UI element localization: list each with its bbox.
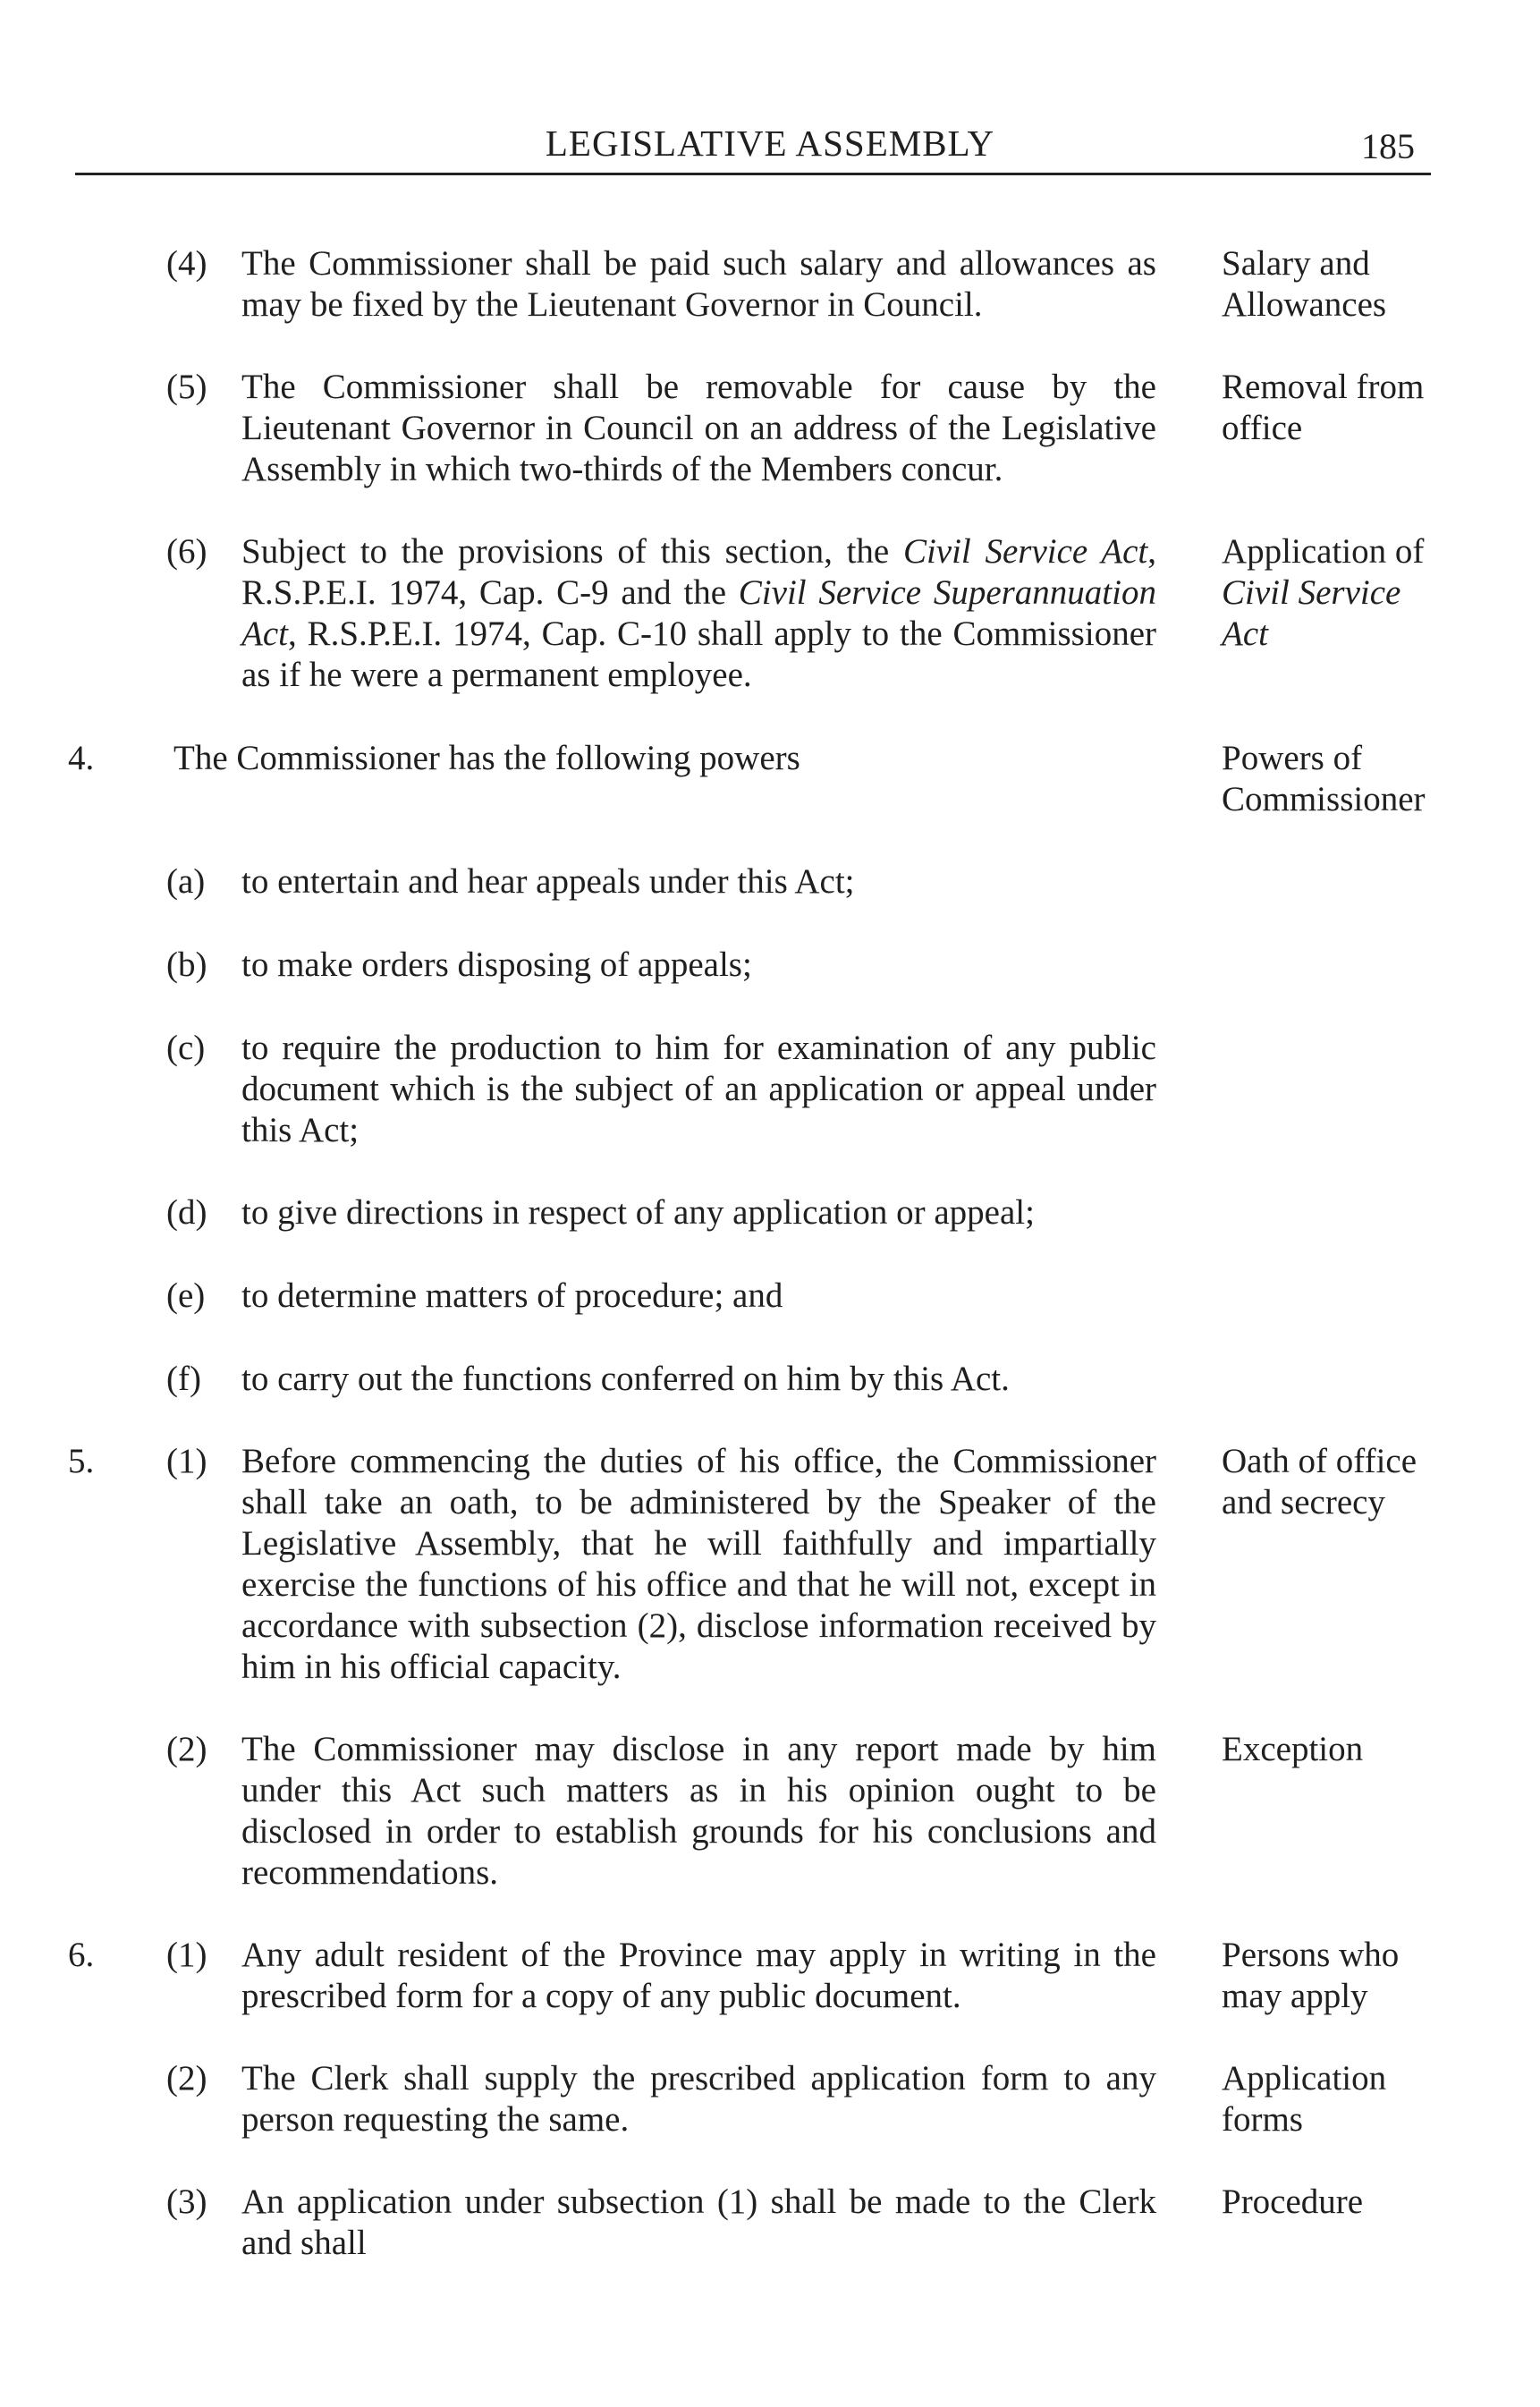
header-title: LEGISLATIVE ASSEMBLY [545,123,995,164]
subsection-label: (2) [166,1730,207,1768]
item-label: (d) [166,1193,207,1232]
marginal-note: Procedure [1222,2182,1364,2221]
subsection-label: (2) [166,2059,207,2098]
list-item: to make orders disposing of appeals; [241,945,752,984]
marginal-note-text: Application of [1222,532,1425,571]
subsection-text: An application under subsection (1) shall be made to the Clerk and shall [241,2182,1156,2262]
list-item: to entertain and hear appeals under this Act; [241,862,855,901]
list-item: to carry out the functions conferred on him by this Act. [241,1360,1010,1398]
page-number: 185 [1361,126,1415,166]
item-label: (a) [166,862,206,901]
marginal-note: Application forms [1222,2059,1387,2139]
subsection-label: (4) [166,244,207,283]
marginal-note: Removal from office [1222,368,1425,447]
subsection-text: Before commencing the duties of his office, the Commissioner shall take an oath, to be administered by the Speaker of the Legislative Assembly, that he will faithfully and impartially exercise the functions of his office and that he will not, except in accordance with subsection (2), disclose information received by him in his official capacity. [241,1442,1156,1686]
act-title-civil-service-superannuation: Civil Service Superannuation Act [241,573,1156,653]
section-number: 4. [68,739,95,777]
section-number: 5. [68,1442,95,1480]
item-label: (b) [166,945,207,984]
subsection-text: The Commissioner may disclose in any report made by him under this Act such matters as in his opinion ought to be disclosed in order to establish grounds for his conclusions and recommendations. [241,1730,1156,1892]
list-item: to require the production to him for examination of any public document which is the subject of an application or appeal under this Act; [241,1029,1156,1149]
header-rule [75,173,1431,175]
section-number: 6. [68,1936,95,1974]
subsection-label: (1) [166,1936,207,1974]
subsection-label: (3) [166,2182,207,2221]
marginal-note: Oath of office and secrecy [1222,1442,1417,1521]
list-item: to give directions in respect of any application or appeal; [241,1193,1035,1232]
marginal-note: Exception [1222,1730,1364,1768]
list-item: to determine matters of procedure; and [241,1276,783,1315]
subsection-label: (6) [166,532,207,571]
item-label: (f) [166,1360,201,1398]
subsection-text [241,531,1156,696]
subsection-label: (5) [166,368,207,406]
subsection-text: Any adult resident of the Province may apply in writing in the prescribed form for a copy of any public document. [241,1936,1156,2015]
marginal-note: Persons who may apply [1222,1936,1400,2015]
marginal-note-act-title: Civil Service Act [1222,573,1401,653]
text-run: , R.S.P.E.I. 1974, Cap. C-9 and the [241,532,1156,612]
marginal-note [1222,531,1508,655]
subsection-text: The Clerk shall supply the prescribed application form to any person requesting the same. [241,2059,1156,2139]
text-run: , R.S.P.E.I. 1974, Cap. C-10 shall apply to the Commissioner as if he were a permanent employee. [241,614,1156,694]
item-label: (e) [166,1276,206,1315]
act-title-civil-service: Civil Service Act [902,532,1148,571]
subsection-text: The Commissioner shall be paid such salary and allowances as may be fixed by the Lieutenant Governor in Council. [241,244,1156,324]
subsection-text: The Commissioner shall be removable for cause by the Lieutenant Governor in Council on an address of the Legislative Assembly in which two-thirds of the Members concur. [241,368,1156,488]
marginal-note: Powers of Commissioner [1222,739,1426,818]
marginal-note: Salary and Allowances [1222,244,1387,324]
subsection-label: (1) [166,1442,207,1480]
text-run: Subject to the provisions of this section, the [241,532,903,571]
item-label: (c) [166,1029,206,1067]
section-text: The Commissioner has the following powers [173,739,800,777]
